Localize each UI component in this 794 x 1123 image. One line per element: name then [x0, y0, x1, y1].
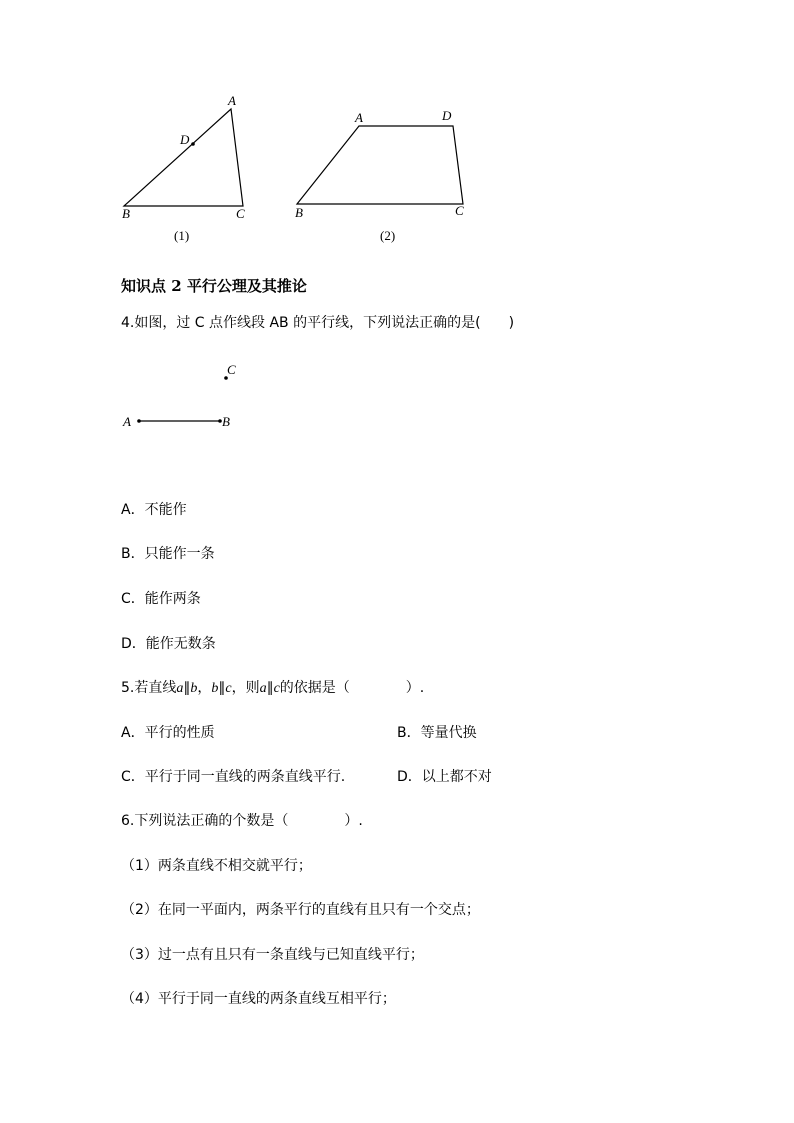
q6-item-2: （2）在同一平面内，两条平行的直线有且只有一个交点；: [121, 902, 480, 918]
q5-stem-prefix: 5.若直线: [121, 680, 177, 696]
fig3-label-b: B: [222, 414, 230, 429]
fig2-label-d: D: [442, 108, 452, 123]
trapezoid-shape: [297, 126, 463, 204]
q5-option-d: D．以上都不对: [397, 769, 492, 785]
q4-option-c: C．能作两条: [121, 591, 201, 607]
fig1-label-a: A: [228, 93, 236, 108]
fig1-label-b: B: [122, 206, 130, 221]
fig2-caption: (2): [380, 228, 396, 243]
q5-stem: [121, 679, 424, 698]
figure-triangle: [0, 0, 794, 250]
fig1-label-d: D: [180, 132, 190, 147]
q5-stem-suffix: 的依据是（ ）.: [279, 680, 425, 696]
fig1-caption: (1): [174, 228, 190, 243]
fig2-label-b: B: [295, 205, 303, 220]
triangle-shape: [124, 109, 243, 206]
point-a-dot: [137, 419, 141, 423]
q5-parallel-3: ∥: [266, 680, 274, 696]
q4-stem: 4.如图，过 C 点作线段 AB 的平行线，下列说法正确的是( ): [121, 315, 515, 331]
q6-item-1: （1）两条直线不相交就平行；: [121, 858, 312, 874]
q6-item-4: （4）平行于同一直线的两条直线互相平行；: [121, 991, 396, 1007]
q5-var-a1: a: [176, 681, 184, 696]
q5-var-c1: c: [225, 681, 232, 696]
q4-option-b: B．只能作一条: [121, 546, 215, 562]
q6-item-3: （3）过一点有且只有一条直线与已知直线平行；: [121, 947, 424, 963]
fig3-label-c: C: [227, 362, 236, 377]
q5-mid: ，则: [231, 680, 260, 696]
q5-option-a: A．平行的性质: [121, 725, 215, 741]
fig2-label-a: A: [355, 110, 363, 125]
q5-var-a2: a: [259, 681, 267, 696]
q6-stem: 6.下列说法正确的个数是（ ）.: [121, 813, 363, 829]
q4-option-d: D．能作无数条: [121, 636, 216, 652]
q5-option-c: C．平行于同一直线的两条直线平行.: [121, 769, 346, 785]
point-d-dot: [191, 142, 195, 146]
q4-option-a: A．不能作: [121, 502, 187, 518]
q5-var-b1: b: [190, 681, 198, 696]
figure-segment: [0, 355, 794, 435]
fig2-label-c: C: [455, 203, 464, 218]
q5-var-b2: b: [211, 681, 219, 696]
q5-parallel-2: ∥: [218, 680, 226, 696]
fig3-label-a: A: [123, 414, 131, 429]
q5-sep: ，: [197, 680, 212, 696]
section-heading: 知识点 2 平行公理及其推论: [121, 277, 307, 295]
fig1-label-c: C: [236, 206, 245, 221]
q5-var-c2: c: [273, 681, 280, 696]
q5-option-b: B．等量代换: [397, 725, 477, 741]
q5-parallel-1: ∥: [183, 680, 191, 696]
